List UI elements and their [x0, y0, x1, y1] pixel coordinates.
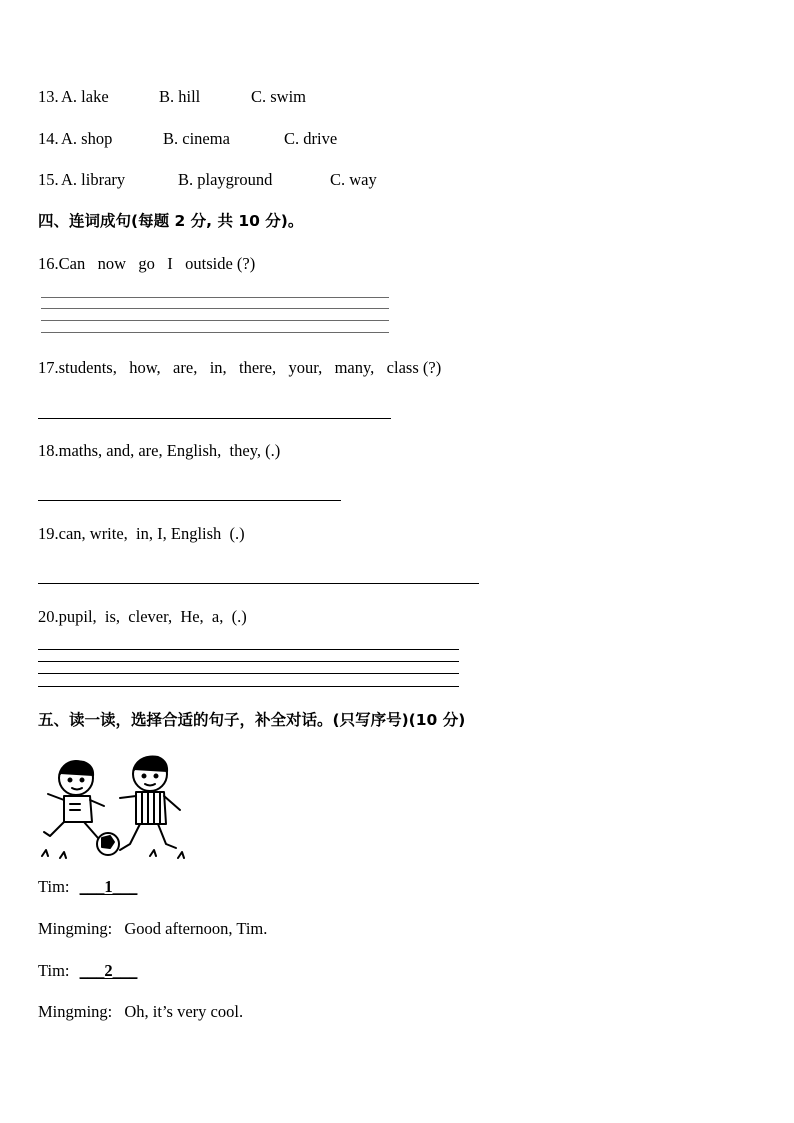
question-16	[38, 254, 255, 274]
scrambled-words: maths, and, are, English, they, (.)	[58, 441, 281, 460]
scrambled-words: Can now go I outside (?)	[58, 254, 256, 273]
section-4-title: 四、连词成句(每题 2 分, 共 10 分)。	[38, 212, 304, 230]
question-18	[38, 441, 280, 461]
answer-blank-1[interactable]: ___1___	[79, 877, 138, 896]
boys-playing-football-icon	[40, 752, 192, 860]
question-number: 20.	[38, 607, 59, 626]
option-c: C. drive	[284, 129, 338, 148]
option-b: B. hill	[159, 87, 201, 106]
scrambled-words: pupil, is, clever, He, a, (.)	[58, 607, 247, 626]
scrambled-words: can, write, in, I, English (.)	[58, 524, 245, 543]
dialogue-line-2	[38, 919, 267, 939]
speech: Oh, it’s very cool.	[124, 1002, 244, 1021]
answer-line-19[interactable]	[38, 583, 479, 584]
question-number: 17.	[38, 358, 59, 377]
item-number: 13.	[38, 87, 59, 106]
speaker: Tim:	[38, 961, 70, 980]
option-b: B. playground	[178, 170, 273, 189]
answer-line[interactable]	[41, 297, 389, 298]
option-c: C. way	[330, 170, 377, 189]
speaker: Mingming:	[38, 1002, 113, 1021]
option-a: A. library	[61, 170, 126, 189]
answer-line[interactable]	[38, 686, 459, 687]
answer-line[interactable]	[38, 649, 459, 650]
option-a: A. lake	[61, 87, 109, 106]
question-number: 16.	[38, 254, 59, 273]
speech: Good afternoon, Tim.	[124, 919, 268, 938]
speaker: Tim:	[38, 877, 70, 896]
question-20	[38, 607, 247, 627]
answer-line[interactable]	[41, 320, 389, 321]
answer-line-17[interactable]	[38, 418, 391, 419]
item-number: 15.	[38, 170, 59, 189]
answer-blank-2[interactable]: ___2___	[79, 961, 138, 980]
section-5-title: 五、读一读，选择合适的句子，补全对话。(只写序号)(10 分)	[38, 711, 466, 729]
option-a: A. shop	[61, 129, 113, 148]
dialogue-line-4	[38, 1002, 243, 1022]
answer-line[interactable]	[38, 661, 459, 662]
question-19	[38, 524, 245, 544]
question-17	[38, 358, 441, 378]
dialogue-line-1	[38, 877, 137, 897]
answer-line[interactable]	[41, 308, 389, 309]
question-number: 18.	[38, 441, 59, 460]
question-number: 19.	[38, 524, 59, 543]
dialogue-line-3	[38, 961, 137, 981]
item-number: 14.	[38, 129, 59, 148]
answer-line[interactable]	[41, 332, 389, 333]
answer-line[interactable]	[38, 673, 459, 674]
answer-line-18[interactable]	[38, 500, 341, 501]
scrambled-words: students, how, are, in, there, your, many, class (?)	[58, 358, 442, 377]
option-b: B. cinema	[163, 129, 230, 148]
option-c: C. swim	[251, 87, 307, 106]
speaker: Mingming:	[38, 919, 113, 938]
